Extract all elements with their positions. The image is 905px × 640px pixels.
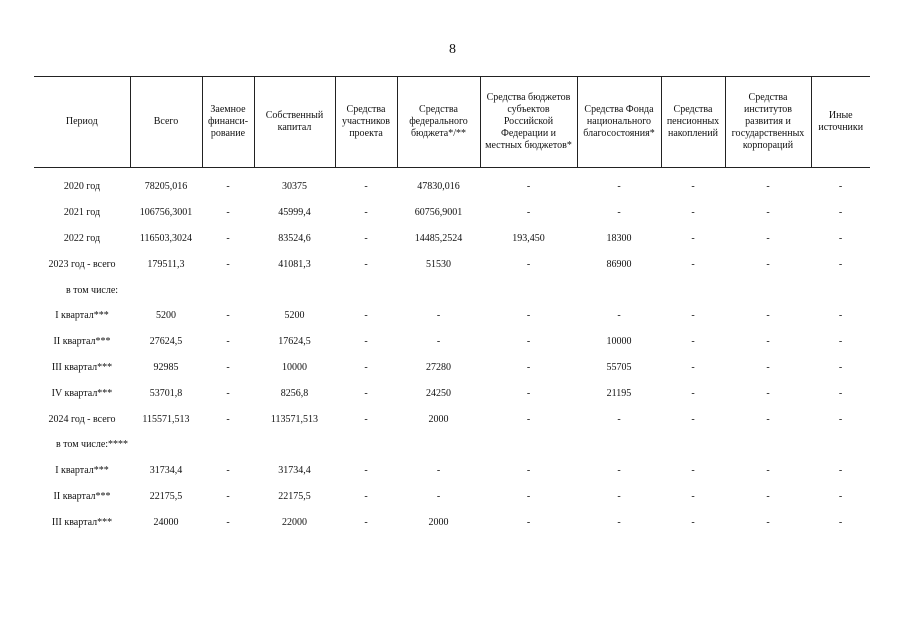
value-cell: -	[226, 516, 230, 528]
value-cell: 22175,5	[149, 490, 183, 502]
value-cell	[202, 432, 254, 458]
table-row	[34, 200, 870, 226]
value-cell: -	[526, 387, 531, 399]
period-cell: I квартал***	[55, 465, 109, 477]
value-cell: -	[226, 258, 230, 270]
value-cell	[725, 277, 811, 303]
value-cell: -	[364, 232, 368, 244]
value-cell	[397, 432, 480, 458]
value-cell: 21195	[606, 387, 632, 399]
value-cell: -	[691, 258, 695, 270]
value-cell: 22000	[282, 516, 307, 528]
value-cell: -	[226, 181, 230, 193]
value-cell: -	[617, 181, 621, 193]
value-cell: -	[526, 361, 531, 373]
value-cell: -	[526, 465, 531, 477]
value-cell: 5200	[284, 310, 305, 322]
table-row	[34, 406, 870, 432]
table-row	[34, 251, 870, 277]
value-cell: 86900	[606, 258, 632, 270]
header-cell: Средства институтов развития и государственных корпораций	[725, 77, 811, 168]
value-cell: -	[838, 361, 843, 373]
value-cell: 115571,513	[142, 413, 190, 425]
value-cell: -	[838, 258, 843, 270]
value-cell	[254, 277, 335, 303]
period-cell: в том числе:****	[55, 439, 129, 451]
period-cell: II квартал***	[53, 336, 111, 348]
value-cell: 14485,2524	[414, 232, 463, 244]
period-cell: 2023 год - всего	[48, 258, 116, 270]
value-cell: -	[436, 336, 441, 348]
value-cell	[577, 277, 661, 303]
value-cell: -	[526, 516, 531, 528]
value-cell: -	[838, 232, 843, 244]
period-cell: IV квартал***	[51, 387, 113, 399]
value-cell: 78205,016	[144, 181, 188, 193]
value-cell: -	[226, 232, 230, 244]
value-cell	[335, 432, 397, 458]
value-cell: 41081,3	[278, 258, 311, 270]
value-cell: -	[838, 465, 843, 477]
value-cell	[811, 277, 870, 303]
value-cell: -	[766, 516, 770, 528]
value-cell: -	[226, 310, 230, 322]
value-cell: -	[436, 310, 441, 322]
value-cell: 31734,4	[278, 465, 311, 477]
value-cell: -	[838, 207, 843, 219]
value-cell	[254, 432, 335, 458]
value-cell: -	[766, 336, 770, 348]
value-cell: -	[436, 465, 441, 477]
period-cell: II квартал***	[53, 490, 111, 502]
table-header-row	[34, 77, 870, 168]
table-row	[34, 329, 870, 355]
value-cell: -	[526, 336, 531, 348]
value-cell: -	[766, 232, 770, 244]
value-cell: -	[766, 181, 770, 193]
value-cell: -	[766, 361, 770, 373]
value-cell: 31734,4	[149, 465, 183, 477]
value-cell: -	[617, 413, 621, 425]
value-cell: -	[617, 490, 621, 502]
value-cell: -	[838, 336, 843, 348]
period-cell: 2022 год	[63, 232, 101, 244]
value-cell	[577, 432, 661, 458]
table-row	[34, 458, 870, 484]
value-cell	[480, 432, 577, 458]
value-cell: -	[691, 490, 695, 502]
table-row	[34, 277, 870, 303]
period-cell: в том числе:	[65, 284, 119, 296]
value-cell: 2000	[428, 413, 449, 425]
value-cell: 24000	[153, 516, 179, 528]
value-cell: -	[838, 490, 843, 502]
value-cell: -	[838, 413, 843, 425]
value-cell: 60756,9001	[414, 207, 463, 219]
value-cell: -	[364, 258, 368, 270]
value-cell: 10000	[282, 361, 307, 373]
value-cell: -	[838, 516, 843, 528]
value-cell: -	[364, 310, 368, 322]
value-cell: -	[838, 181, 843, 193]
table-row	[34, 509, 870, 535]
header-cell: Средства участников проекта	[335, 77, 397, 168]
value-cell	[480, 277, 577, 303]
financing-table	[34, 76, 870, 535]
value-cell: -	[364, 361, 368, 373]
value-cell: -	[364, 181, 368, 193]
value-cell: 5200	[156, 310, 176, 322]
header-cell: Иные источники	[811, 77, 870, 168]
value-cell: -	[691, 181, 695, 193]
value-cell	[811, 432, 870, 458]
value-cell: -	[766, 207, 770, 219]
value-cell: -	[364, 516, 368, 528]
value-cell: -	[766, 258, 770, 270]
value-cell: -	[526, 490, 531, 502]
value-cell	[130, 432, 202, 458]
value-cell: 113571,513	[270, 413, 319, 425]
period-cell: 2021 год	[63, 207, 101, 219]
value-cell: -	[364, 207, 368, 219]
table-row	[34, 303, 870, 329]
table-row	[34, 380, 870, 406]
table-row	[34, 432, 870, 458]
value-cell: 2000	[428, 516, 449, 528]
value-cell: 45999,4	[278, 207, 311, 219]
value-cell: -	[766, 465, 770, 477]
value-cell: -	[364, 336, 368, 348]
table-row	[34, 226, 870, 252]
value-cell: 8256,8	[280, 387, 309, 399]
value-cell: -	[838, 387, 843, 399]
value-cell: 55705	[606, 361, 632, 373]
value-cell: -	[691, 516, 695, 528]
header-cell: Средства пенсионных накоплений	[661, 77, 725, 168]
period-cell: III квартал***	[51, 361, 113, 373]
value-cell: -	[364, 387, 368, 399]
value-cell: -	[617, 516, 621, 528]
value-cell	[335, 277, 397, 303]
period-cell: 2024 год - всего	[48, 413, 116, 425]
value-cell: 27624,5	[149, 336, 183, 348]
value-cell	[397, 277, 480, 303]
value-cell: -	[766, 413, 770, 425]
header-cell: Собственный капитал	[254, 77, 335, 168]
value-cell: -	[226, 413, 230, 425]
value-cell: 179511,3	[147, 258, 185, 270]
value-cell: -	[526, 258, 531, 270]
header-cell: Всего	[130, 77, 202, 168]
value-cell: -	[526, 413, 531, 425]
table-row	[34, 484, 870, 510]
value-cell: -	[691, 387, 695, 399]
value-cell	[661, 432, 725, 458]
value-cell: 47830,016	[417, 181, 460, 193]
table-row	[34, 168, 870, 200]
value-cell: 17624,5	[278, 336, 311, 348]
value-cell	[130, 277, 202, 303]
period-cell: 2020 год	[63, 181, 101, 193]
header-cell: Средства Фонда национального благосостояния*	[577, 77, 661, 168]
value-cell: -	[691, 413, 695, 425]
period-cell: III квартал***	[51, 516, 113, 528]
value-cell: -	[766, 310, 770, 322]
value-cell: 106756,3001	[139, 207, 193, 219]
value-cell: -	[226, 361, 230, 373]
value-cell: -	[364, 490, 368, 502]
value-cell: -	[617, 465, 621, 477]
value-cell: 53701,8	[149, 387, 183, 399]
value-cell: -	[526, 310, 531, 322]
value-cell: 24250	[426, 387, 451, 399]
value-cell: -	[226, 336, 230, 348]
header-cell: Период	[34, 77, 130, 168]
value-cell: -	[526, 181, 531, 193]
value-cell: -	[617, 207, 621, 219]
value-cell: 18300	[606, 232, 632, 244]
table-row	[34, 355, 870, 381]
value-cell: -	[364, 413, 368, 425]
value-cell	[661, 277, 725, 303]
value-cell: -	[766, 387, 770, 399]
header-cell: Заемное финанси-рование	[202, 77, 254, 168]
value-cell: -	[526, 207, 531, 219]
value-cell: -	[691, 232, 695, 244]
value-cell: 51530	[426, 258, 451, 270]
value-cell: -	[226, 465, 230, 477]
value-cell: 116503,3024	[139, 232, 193, 244]
value-cell: -	[436, 490, 441, 502]
value-cell: -	[226, 490, 230, 502]
header-cell: Средства бюджетов субъектов Российской Федерации и местных бюджетов*	[480, 77, 577, 168]
value-cell: 92985	[153, 361, 179, 373]
value-cell	[725, 432, 811, 458]
value-cell: -	[691, 310, 695, 322]
value-cell: -	[691, 336, 695, 348]
value-cell: -	[691, 465, 695, 477]
value-cell: -	[226, 207, 230, 219]
value-cell: 10000	[606, 336, 632, 348]
value-cell: -	[691, 207, 695, 219]
value-cell: -	[838, 310, 843, 322]
value-cell: 30375	[282, 181, 307, 193]
value-cell	[202, 277, 254, 303]
value-cell: 193,450	[512, 232, 545, 244]
value-cell: -	[766, 490, 770, 502]
value-cell: -	[226, 387, 230, 399]
value-cell: -	[617, 310, 621, 322]
value-cell: 83524,6	[278, 232, 311, 244]
page-number: 8	[449, 42, 456, 57]
value-cell: 22175,5	[278, 490, 311, 502]
header-cell: Средства федерального бюджета*/**	[397, 77, 480, 168]
value-cell: 27280	[426, 361, 451, 373]
period-cell: I квартал***	[55, 310, 109, 322]
value-cell: -	[691, 361, 695, 373]
value-cell: -	[364, 465, 368, 477]
